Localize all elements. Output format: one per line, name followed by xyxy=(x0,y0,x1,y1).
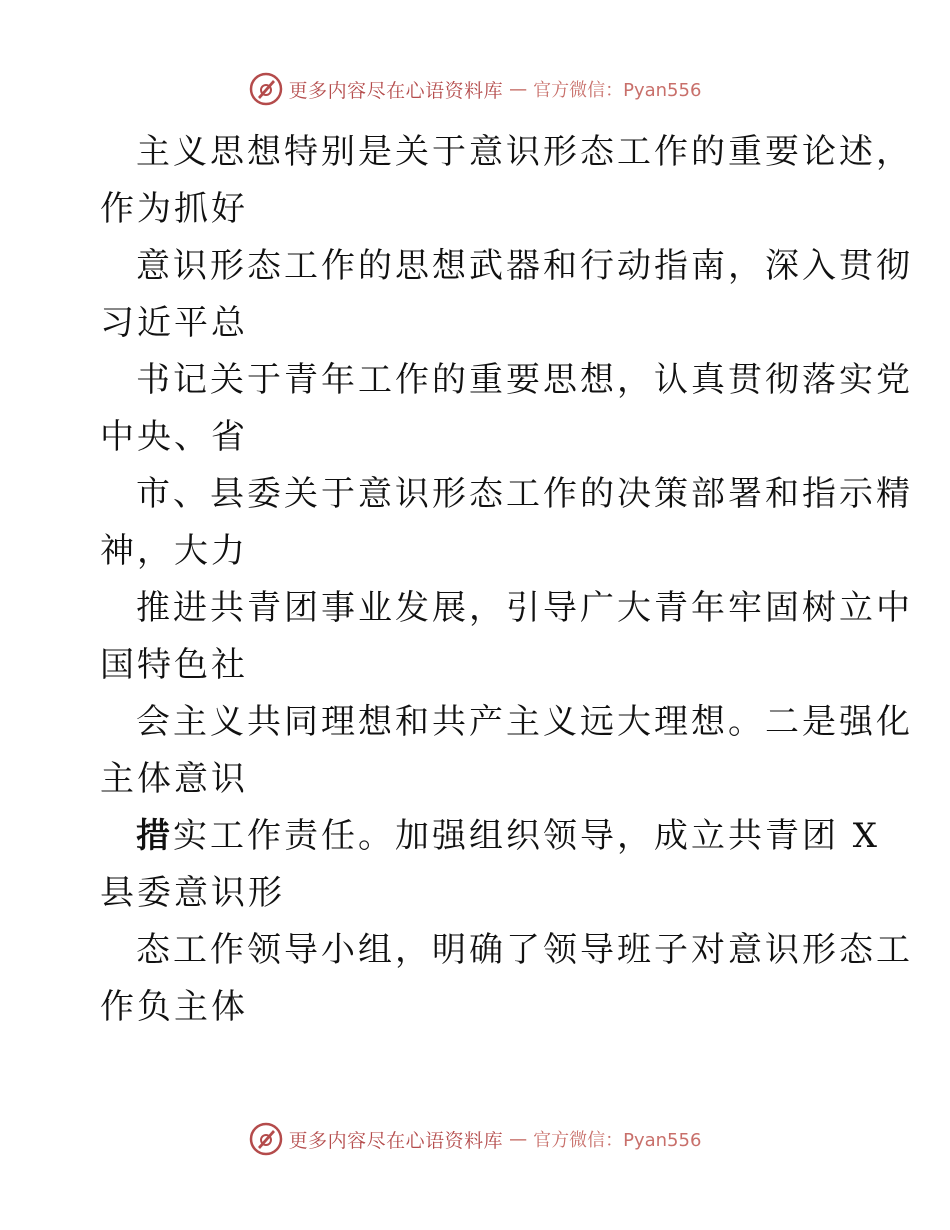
paragraph-line: 县委意识形 xyxy=(100,873,285,913)
quill-logo-icon xyxy=(249,1122,283,1156)
paragraph-line: 市、县委关于意识形态工作的决策部署和指示精 xyxy=(136,474,913,514)
paragraph-line: 推进共青团事业发展，引导广大青年牢固树立中 xyxy=(136,588,913,628)
watermark-footer xyxy=(0,1122,950,1156)
watermark-header xyxy=(0,72,950,106)
watermark-brand-text: 更多内容尽在心语资料库 xyxy=(288,79,504,102)
paragraph-line-rest: 实工作责任。加强组织领导，成立共青团 X xyxy=(173,816,881,856)
paragraph-line: 会主义共同理想和共产主义远大理想。二是强化 xyxy=(136,702,913,742)
quill-logo-icon xyxy=(249,72,283,106)
paragraph-line: 主体意识 xyxy=(100,759,248,799)
paragraph-line: 国特色社 xyxy=(100,645,248,685)
paragraph-line: 神，大力 xyxy=(100,531,248,571)
watermark-contact-text: 官方微信：Pyan556 xyxy=(533,80,702,101)
watermark-contact-text: 官方微信：Pyan556 xyxy=(533,1130,702,1151)
lead-character: 措 xyxy=(136,816,173,856)
paragraph-line: 习近平总 xyxy=(100,303,248,343)
watermark-brand-text: 更多内容尽在心语资料库 xyxy=(288,1129,504,1152)
paragraph-line: 主义思想特别是关于意识形态工作的重要论述， xyxy=(136,132,913,172)
paragraph-line: 中央、省 xyxy=(100,417,248,457)
paragraph-line: 作为抓好 xyxy=(100,189,248,229)
watermark-separator: — xyxy=(509,78,528,100)
paragraph-line: 书记关于青年工作的重要思想，认真贯彻落实党 xyxy=(136,360,913,400)
document-body xyxy=(100,124,913,1036)
paragraph-line: 意识形态工作的思想武器和行动指南，深入贯彻 xyxy=(136,246,913,286)
paragraph-line-lead xyxy=(100,808,881,865)
paragraph-line: 态工作领导小组，明确了领导班子对意识形态工 xyxy=(136,930,913,970)
paragraph-line: 作负主体 xyxy=(100,987,248,1027)
watermark-separator: — xyxy=(509,1128,528,1150)
